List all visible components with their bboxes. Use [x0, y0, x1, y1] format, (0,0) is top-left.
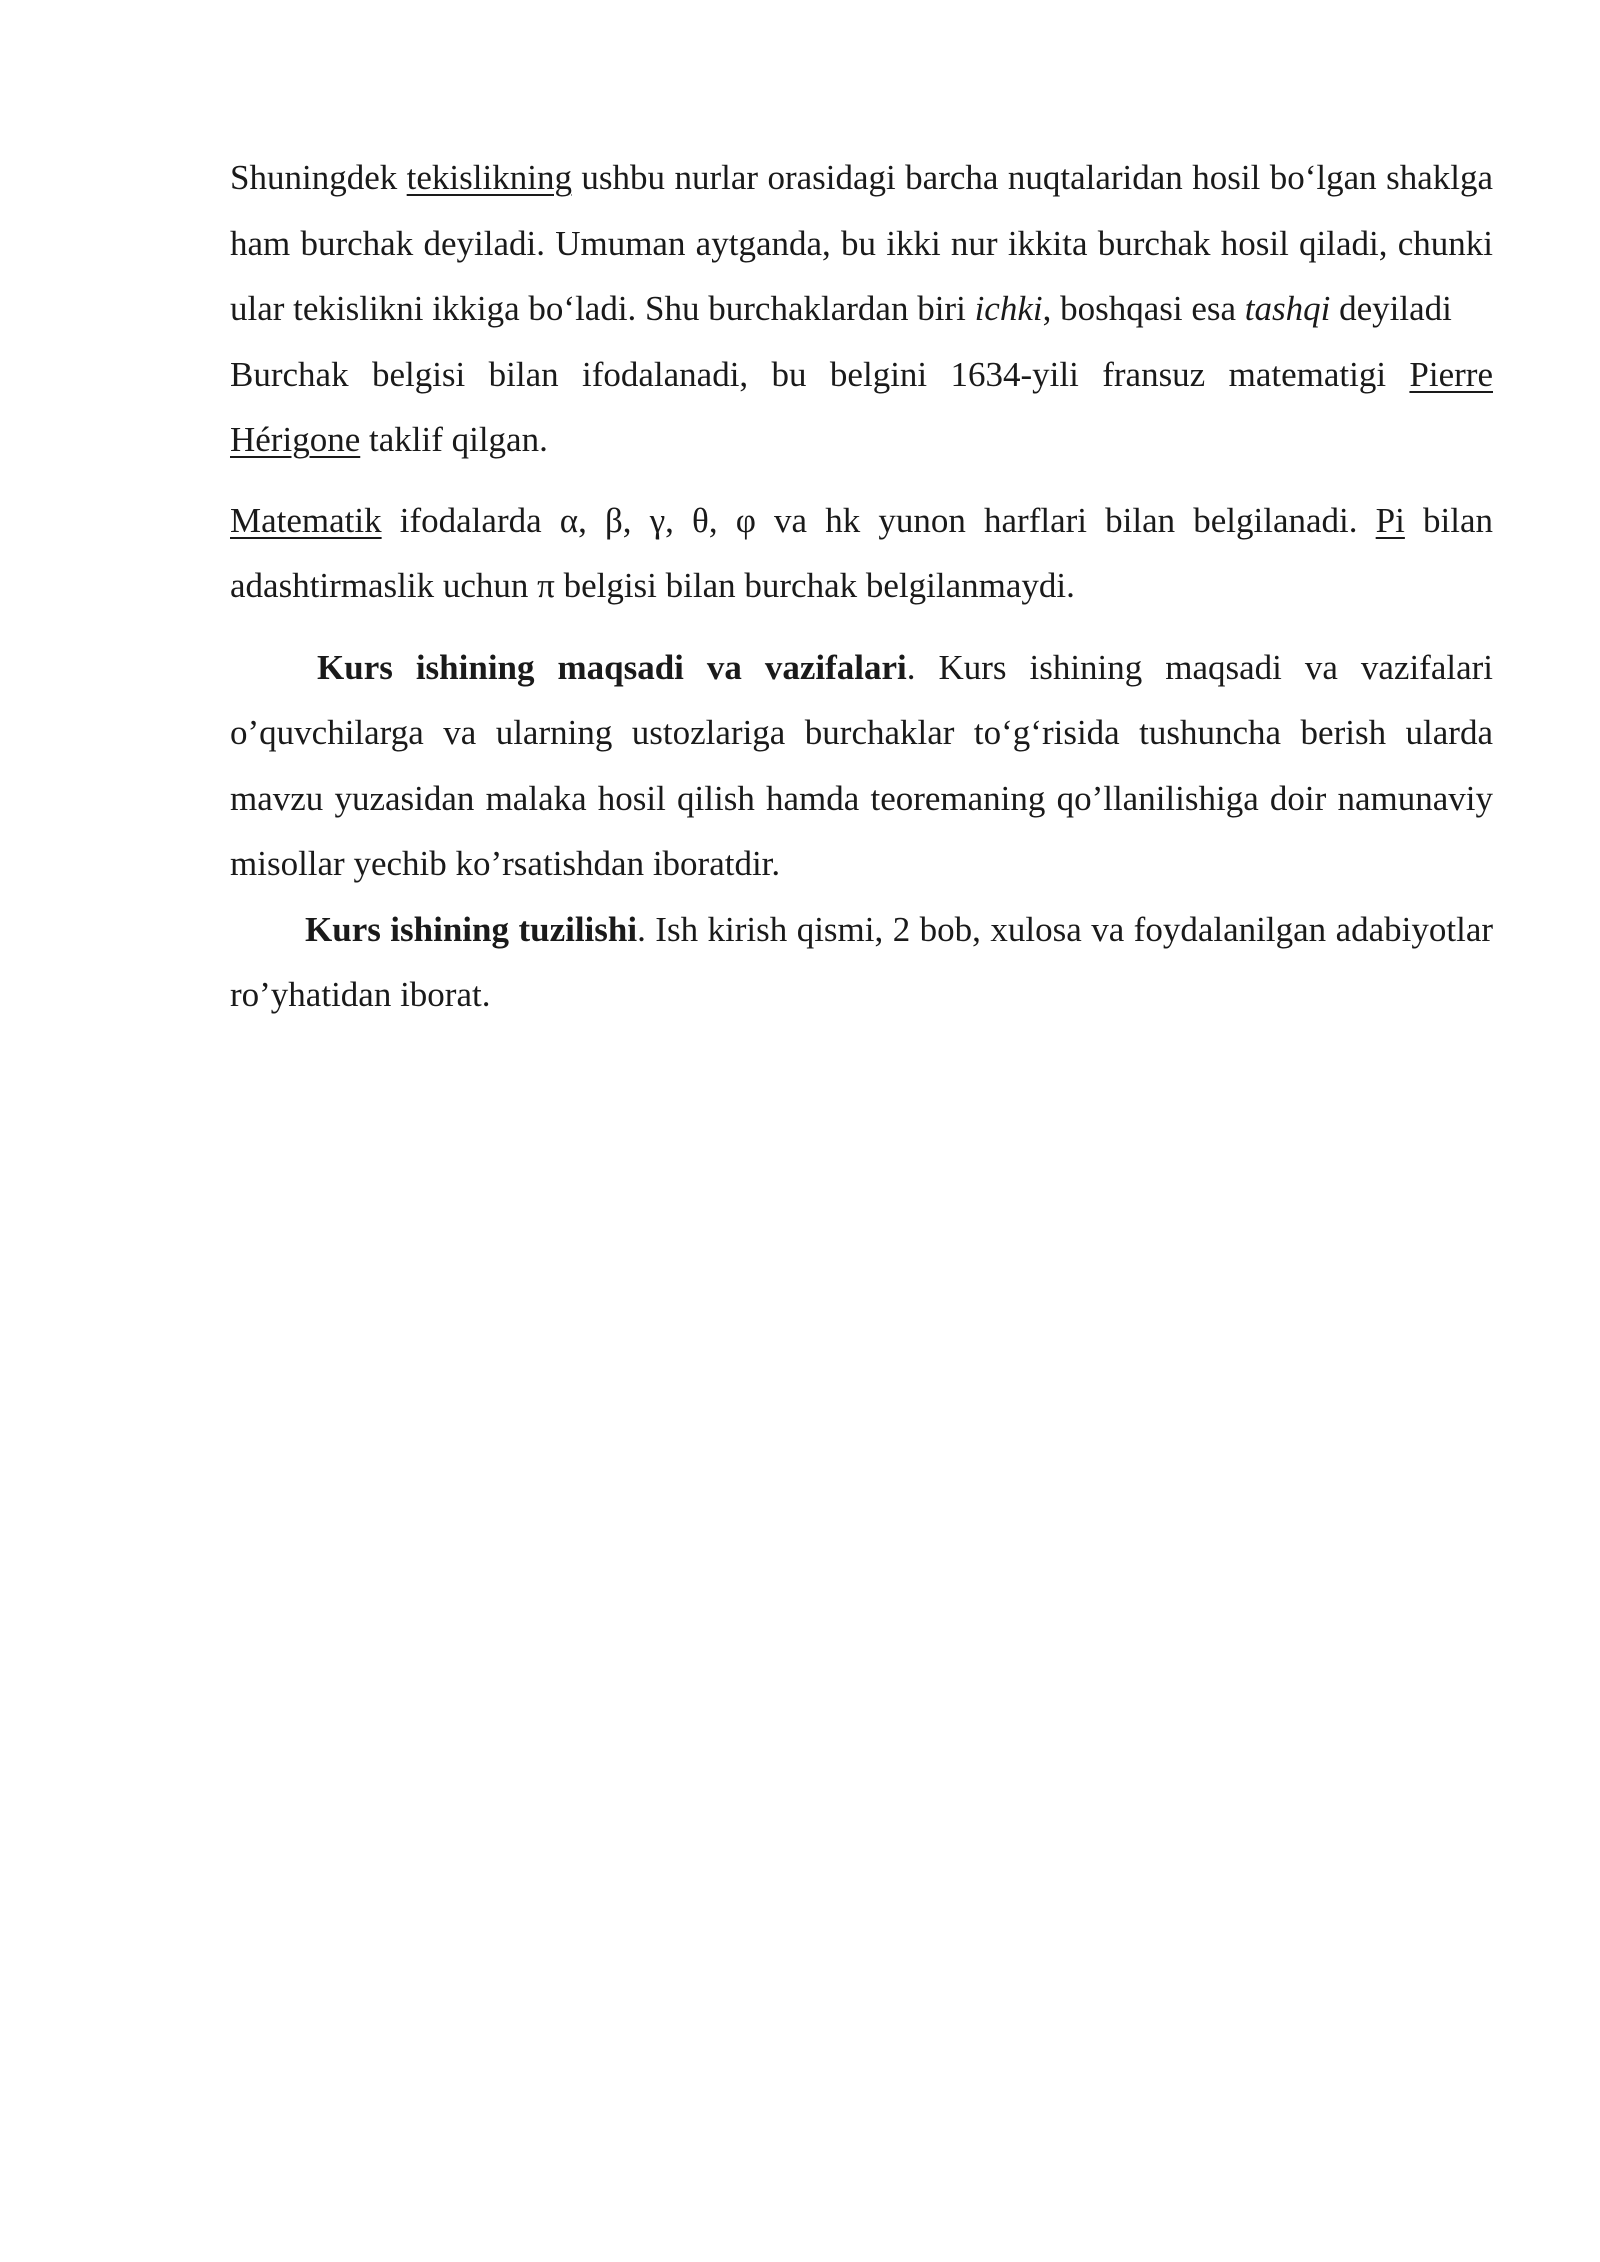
heading-course-structure: Kurs ishining tuzilishi	[305, 909, 638, 949]
link-tekislikning[interactable]: tekislikning	[406, 158, 572, 197]
document-body	[230, 145, 1493, 1028]
paragraph-angle-symbol	[230, 342, 1493, 473]
text-run: deyiladi	[1330, 289, 1452, 328]
paragraph-greek-letters	[230, 488, 1493, 619]
text-run: , boshqasi esa	[1042, 289, 1245, 328]
link-pi[interactable]: Pi	[1375, 500, 1405, 540]
italic-term-tashqi: tashqi	[1244, 289, 1331, 328]
paragraph-angle-definition	[230, 145, 1493, 342]
text-run: bilan adashtirmaslik uchun π belgisi bilan burchak belgilanmaydi.	[230, 500, 1493, 605]
link-pierre-herigone[interactable]: Pierre Hérigone	[230, 354, 1493, 459]
link-matematik[interactable]: Matematik	[230, 500, 382, 540]
italic-term-ichki: ichki	[974, 289, 1043, 328]
text-run: Shuningdek	[230, 158, 407, 197]
text-run: . Ish kirish qismi, 2 bob, xulosa va foydalanilgan adabiyotlar ro’yhatidan iborat.	[230, 909, 1494, 1014]
paragraph-course-structure	[230, 897, 1493, 1028]
paragraph-course-goals	[230, 635, 1493, 897]
text-run: . Kurs ishining maqsadi va vazifalari o’quvchilarga va ularning ustozlariga burchaklar to‘g‘risida tushuncha berish ularda mavzu yuzasidan malaka hosil qilish hamda teoremaning qo’llanilishiga doir namunaviy misollar yechib ko’rsatishdan iboratdir.	[230, 647, 1493, 883]
text-run: ifodalarda α, β, γ, θ, φ va hk yunon harflari bilan belgilanadi.	[381, 500, 1376, 540]
text-run: taklif qilgan.	[360, 420, 548, 459]
text-run: ushbu nurlar orasidagi barcha nuqtalaridan hosil bo‘lgan shaklga ham burchak deyiladi. Umuman aytganda, bu ikki nur ikkita burchak hosil qiladi, chunki ular tekislikni ikkiga bo‘ladi. Shu burchaklardan biri	[230, 158, 1493, 328]
text-run: Burchak belgisi bilan ifodalanadi, bu belgini 1634-yili fransuz matematigi	[230, 354, 1410, 394]
heading-course-goals: Kurs ishining maqsadi va vazifalari	[317, 647, 907, 687]
